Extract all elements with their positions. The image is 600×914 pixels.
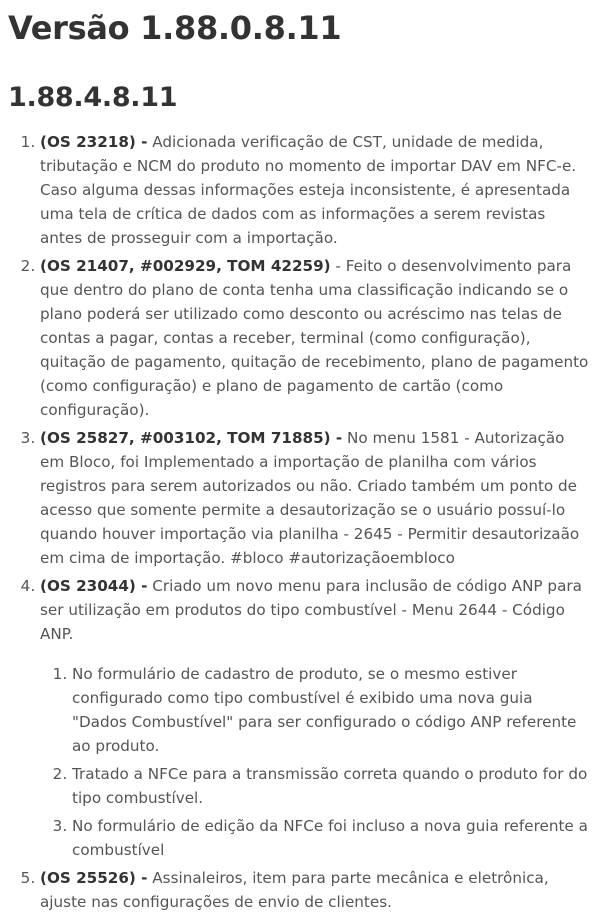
item-text: Assinaleiros, item para parte mecânica e eletrônica, ajuste nas configurações de envio de clientes.	[40, 869, 549, 911]
sub-list-item: 1. No formulário de cadastro de produto, se o mesmo estiver configurado como tipo combustível é exibido uma nova guia "Dados Combustível" para ser configurado o código ANP referente ao produto.	[72, 662, 592, 758]
item-tag: (OS 25526) -	[40, 869, 148, 887]
sub-list-item: 3. No formulário de edição da NFCe foi incluso a nova guia referente a combustível	[72, 814, 592, 862]
list-item	[40, 426, 592, 570]
item-text: Criado um novo menu para inclusão de código ANP para ser utilização em produtos do tipo combustível - Menu 2644 - Código ANP.	[40, 577, 582, 643]
item-tag: (OS 21407, #002929, TOM 42259)	[40, 257, 331, 275]
sub-list-item: 2. Tratado a NFCe para a transmissão correta quando o produto for do tipo combustível.	[72, 762, 592, 810]
page-title: Versão 1.88.0.8.11	[8, 9, 342, 47]
item-tag: (OS 25827, #003102, TOM 71885) -	[40, 429, 343, 447]
item-text: - Feito o desenvolvimento para que dentro do plano de conta tenha uma classificação indicando se o plano poderá ser utilizado como desconto ou acréscimo nas telas de contas a pagar, contas a receber, terminal (como configuração), quitação de pagamento, quitação de recebimento, plano de pagamento (como configuração) e plano de pagamento de cartão (como configuração).	[40, 257, 589, 419]
item-tag: (OS 23044) -	[40, 577, 148, 595]
changelog-list	[8, 130, 592, 914]
list-item	[40, 130, 592, 250]
page	[0, 8, 600, 914]
item-text: Adicionada verificação de CST, unidade de medida, tributação e NCM do produto no momento de importar DAV em NFC-e. Caso alguma dessas informações esteja inconsistente, é apresentada uma tela de crítica de dados com as informações a serem revistas antes de prosseguir com a importação.	[40, 133, 577, 247]
list-item	[40, 574, 592, 862]
list-item	[40, 254, 592, 422]
item-tag: (OS 23218) -	[40, 133, 148, 151]
item-text: No menu 1581 - Autorização em Bloco, foi Implementado a importação de planilha com vários registros para serem autorizados ou não. Criado também um ponto de acesso que somente permite a desautorização se o usuário possuí-lo quando houver importação via planilha - 2645 - Permitir desautorizaão em cima de importação. #bloco #autorizaçãoembloco	[40, 429, 580, 567]
list-item	[40, 866, 592, 914]
version-heading: 1.88.4.8.11	[8, 82, 178, 113]
sub-list	[40, 662, 592, 862]
